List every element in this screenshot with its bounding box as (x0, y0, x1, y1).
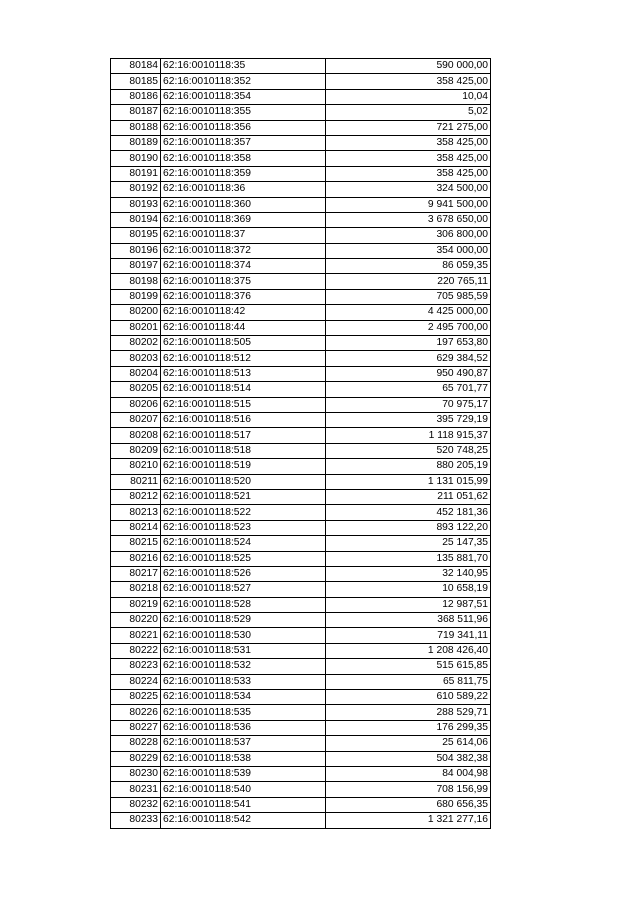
row-number-cell: 80207 (111, 412, 161, 427)
table-row (111, 551, 491, 566)
cadastral-number-cell: 62:16:0010118:532 (161, 659, 326, 674)
table-row (111, 705, 491, 720)
table-row (111, 59, 491, 74)
row-number-cell: 80199 (111, 289, 161, 304)
cadastral-number-cell: 62:16:0010118:44 (161, 320, 326, 335)
row-number-cell: 80225 (111, 690, 161, 705)
cadastral-value-cell: 721 275,00 (326, 120, 491, 135)
cadastral-number-cell: 62:16:0010118:357 (161, 135, 326, 150)
cadastral-value-cell: 2 495 700,00 (326, 320, 491, 335)
cadastral-value-cell: 12 987,51 (326, 597, 491, 612)
table-row (111, 505, 491, 520)
row-number-cell: 80221 (111, 628, 161, 643)
table-row (111, 459, 491, 474)
cadastral-value-cell: 358 425,00 (326, 151, 491, 166)
cadastral-number-cell: 62:16:0010118:524 (161, 536, 326, 551)
row-number-cell: 80230 (111, 766, 161, 781)
cadastral-number-cell: 62:16:0010118:528 (161, 597, 326, 612)
table-row (111, 582, 491, 597)
row-number-cell: 80200 (111, 305, 161, 320)
cadastral-number-cell: 62:16:0010118:514 (161, 382, 326, 397)
cadastral-number-cell: 62:16:0010118:538 (161, 751, 326, 766)
row-number-cell: 80213 (111, 505, 161, 520)
row-number-cell: 80187 (111, 105, 161, 120)
table-row (111, 782, 491, 797)
cadastral-value-cell: 32 140,95 (326, 566, 491, 581)
cadastral-value-cell: 25 147,35 (326, 536, 491, 551)
cadastral-value-cell: 70 975,17 (326, 397, 491, 412)
cadastral-number-cell: 62:16:0010118:513 (161, 366, 326, 381)
cadastral-value-cell: 1 131 015,99 (326, 474, 491, 489)
row-number-cell: 80208 (111, 428, 161, 443)
cadastral-value-cell: 520 748,25 (326, 443, 491, 458)
cadastral-number-cell: 62:16:0010118:537 (161, 736, 326, 751)
cadastral-number-cell: 62:16:0010118:374 (161, 259, 326, 274)
row-number-cell: 80220 (111, 613, 161, 628)
cadastral-value-cell: 176 299,35 (326, 720, 491, 735)
table-row (111, 259, 491, 274)
row-number-cell: 80209 (111, 443, 161, 458)
row-number-cell: 80204 (111, 366, 161, 381)
cadastral-value-cell: 629 384,52 (326, 351, 491, 366)
table-row (111, 382, 491, 397)
table-row (111, 366, 491, 381)
cadastral-value-cell: 358 425,00 (326, 135, 491, 150)
row-number-cell: 80192 (111, 182, 161, 197)
row-number-cell: 80197 (111, 259, 161, 274)
cadastral-value-cell: 893 122,20 (326, 520, 491, 535)
row-number-cell: 80190 (111, 151, 161, 166)
cadastral-number-cell: 62:16:0010118:355 (161, 105, 326, 120)
table-row (111, 690, 491, 705)
cadastral-number-cell: 62:16:0010118:519 (161, 459, 326, 474)
row-number-cell: 80198 (111, 274, 161, 289)
row-number-cell: 80195 (111, 228, 161, 243)
cadastral-number-cell: 62:16:0010118:517 (161, 428, 326, 443)
cadastral-value-cell: 324 500,00 (326, 182, 491, 197)
table-row (111, 443, 491, 458)
table-row (111, 474, 491, 489)
cadastral-number-cell: 62:16:0010118:542 (161, 813, 326, 828)
cadastral-value-cell: 10 658,19 (326, 582, 491, 597)
cadastral-value-table (110, 58, 491, 829)
row-number-cell: 80203 (111, 351, 161, 366)
cadastral-value-cell: 880 205,19 (326, 459, 491, 474)
cadastral-number-cell: 62:16:0010118:37 (161, 228, 326, 243)
cadastral-value-cell: 708 156,99 (326, 782, 491, 797)
row-number-cell: 80232 (111, 797, 161, 812)
table-row (111, 243, 491, 258)
table-row (111, 151, 491, 166)
table-row (111, 428, 491, 443)
row-number-cell: 80184 (111, 59, 161, 74)
cadastral-number-cell: 62:16:0010118:536 (161, 720, 326, 735)
cadastral-number-cell: 62:16:0010118:522 (161, 505, 326, 520)
cadastral-value-cell: 9 941 500,00 (326, 197, 491, 212)
row-number-cell: 80202 (111, 336, 161, 351)
table-row (111, 643, 491, 658)
cadastral-value-cell: 1 208 426,40 (326, 643, 491, 658)
row-number-cell: 80196 (111, 243, 161, 258)
row-number-cell: 80217 (111, 566, 161, 581)
table-row (111, 597, 491, 612)
cadastral-value-cell: 1 118 915,37 (326, 428, 491, 443)
cadastral-value-cell: 395 729,19 (326, 412, 491, 427)
cadastral-value-cell: 86 059,35 (326, 259, 491, 274)
cadastral-number-cell: 62:16:0010118:521 (161, 489, 326, 504)
cadastral-number-cell: 62:16:0010118:505 (161, 336, 326, 351)
row-number-cell: 80227 (111, 720, 161, 735)
row-number-cell: 80214 (111, 520, 161, 535)
cadastral-value-cell: 354 000,00 (326, 243, 491, 258)
row-number-cell: 80205 (111, 382, 161, 397)
cadastral-value-cell: 515 615,85 (326, 659, 491, 674)
cadastral-value-cell: 705 985,59 (326, 289, 491, 304)
row-number-cell: 80222 (111, 643, 161, 658)
table-row (111, 182, 491, 197)
cadastral-value-cell: 358 425,00 (326, 166, 491, 181)
cadastral-number-cell: 62:16:0010118:539 (161, 766, 326, 781)
row-number-cell: 80228 (111, 736, 161, 751)
row-number-cell: 80194 (111, 212, 161, 227)
cadastral-value-cell: 211 051,62 (326, 489, 491, 504)
table-row (111, 351, 491, 366)
cadastral-number-cell: 62:16:0010118:358 (161, 151, 326, 166)
cadastral-value-cell: 358 425,00 (326, 74, 491, 89)
table-row (111, 197, 491, 212)
table-row (111, 74, 491, 89)
cadastral-number-cell: 62:16:0010118:354 (161, 89, 326, 104)
table-row (111, 751, 491, 766)
cadastral-number-cell: 62:16:0010118:535 (161, 705, 326, 720)
row-number-cell: 80223 (111, 659, 161, 674)
row-number-cell: 80189 (111, 135, 161, 150)
row-number-cell: 80211 (111, 474, 161, 489)
cadastral-number-cell: 62:16:0010118:352 (161, 74, 326, 89)
cadastral-number-cell: 62:16:0010118:375 (161, 274, 326, 289)
table-row (111, 674, 491, 689)
table-row (111, 289, 491, 304)
table-body (111, 59, 491, 829)
row-number-cell: 80206 (111, 397, 161, 412)
table-row (111, 536, 491, 551)
cadastral-value-cell: 368 511,96 (326, 613, 491, 628)
row-number-cell: 80201 (111, 320, 161, 335)
table-row (111, 166, 491, 181)
cadastral-number-cell: 62:16:0010118:520 (161, 474, 326, 489)
row-number-cell: 80218 (111, 582, 161, 597)
table-row (111, 336, 491, 351)
cadastral-value-cell: 220 765,11 (326, 274, 491, 289)
table-row (111, 120, 491, 135)
cadastral-value-cell: 5,02 (326, 105, 491, 120)
cadastral-number-cell: 62:16:0010118:515 (161, 397, 326, 412)
cadastral-value-cell: 1 321 277,16 (326, 813, 491, 828)
table-row (111, 520, 491, 535)
cadastral-number-cell: 62:16:0010118:518 (161, 443, 326, 458)
cadastral-value-cell: 288 529,71 (326, 705, 491, 720)
cadastral-number-cell: 62:16:0010118:35 (161, 59, 326, 74)
row-number-cell: 80233 (111, 813, 161, 828)
table-row (111, 212, 491, 227)
cadastral-value-cell: 84 004,98 (326, 766, 491, 781)
row-number-cell: 80185 (111, 74, 161, 89)
cadastral-value-cell: 306 800,00 (326, 228, 491, 243)
table-row (111, 736, 491, 751)
row-number-cell: 80231 (111, 782, 161, 797)
cadastral-value-cell: 590 000,00 (326, 59, 491, 74)
cadastral-value-cell: 610 589,22 (326, 690, 491, 705)
cadastral-number-cell: 62:16:0010118:541 (161, 797, 326, 812)
row-number-cell: 80188 (111, 120, 161, 135)
cadastral-number-cell: 62:16:0010118:523 (161, 520, 326, 535)
row-number-cell: 80186 (111, 89, 161, 104)
table-row (111, 797, 491, 812)
cadastral-value-cell: 65 811,75 (326, 674, 491, 689)
cadastral-value-cell: 135 881,70 (326, 551, 491, 566)
cadastral-value-cell: 3 678 650,00 (326, 212, 491, 227)
cadastral-number-cell: 62:16:0010118:360 (161, 197, 326, 212)
table-row (111, 89, 491, 104)
table-row (111, 720, 491, 735)
row-number-cell: 80229 (111, 751, 161, 766)
cadastral-value-cell: 197 653,80 (326, 336, 491, 351)
row-number-cell: 80191 (111, 166, 161, 181)
cadastral-value-cell: 504 382,38 (326, 751, 491, 766)
cadastral-value-cell: 10,04 (326, 89, 491, 104)
cadastral-number-cell: 62:16:0010118:359 (161, 166, 326, 181)
row-number-cell: 80224 (111, 674, 161, 689)
table-row (111, 628, 491, 643)
table-row (111, 566, 491, 581)
cadastral-number-cell: 62:16:0010118:529 (161, 613, 326, 628)
table-row (111, 105, 491, 120)
table-row (111, 320, 491, 335)
cadastral-number-cell: 62:16:0010118:42 (161, 305, 326, 320)
cadastral-number-cell: 62:16:0010118:369 (161, 212, 326, 227)
cadastral-number-cell: 62:16:0010118:516 (161, 412, 326, 427)
table-row (111, 397, 491, 412)
cadastral-value-cell: 680 656,35 (326, 797, 491, 812)
row-number-cell: 80210 (111, 459, 161, 474)
table-row (111, 274, 491, 289)
cadastral-number-cell: 62:16:0010118:512 (161, 351, 326, 366)
cadastral-number-cell: 62:16:0010118:525 (161, 551, 326, 566)
cadastral-value-cell: 65 701,77 (326, 382, 491, 397)
cadastral-value-cell: 719 341,11 (326, 628, 491, 643)
cadastral-value-cell: 25 614,06 (326, 736, 491, 751)
table-row (111, 613, 491, 628)
cadastral-value-cell: 452 181,36 (326, 505, 491, 520)
row-number-cell: 80215 (111, 536, 161, 551)
row-number-cell: 80216 (111, 551, 161, 566)
cadastral-number-cell: 62:16:0010118:533 (161, 674, 326, 689)
cadastral-number-cell: 62:16:0010118:540 (161, 782, 326, 797)
cadastral-number-cell: 62:16:0010118:534 (161, 690, 326, 705)
cadastral-number-cell: 62:16:0010118:36 (161, 182, 326, 197)
table-row (111, 305, 491, 320)
cadastral-number-cell: 62:16:0010118:531 (161, 643, 326, 658)
table-row (111, 412, 491, 427)
cadastral-number-cell: 62:16:0010118:376 (161, 289, 326, 304)
table-row (111, 135, 491, 150)
table-row (111, 813, 491, 828)
cadastral-value-cell: 4 425 000,00 (326, 305, 491, 320)
cadastral-number-cell: 62:16:0010118:356 (161, 120, 326, 135)
cadastral-value-cell: 950 490,87 (326, 366, 491, 381)
table-row (111, 766, 491, 781)
table-row (111, 659, 491, 674)
row-number-cell: 80219 (111, 597, 161, 612)
row-number-cell: 80193 (111, 197, 161, 212)
row-number-cell: 80212 (111, 489, 161, 504)
table-row (111, 489, 491, 504)
row-number-cell: 80226 (111, 705, 161, 720)
cadastral-number-cell: 62:16:0010118:526 (161, 566, 326, 581)
table-row (111, 228, 491, 243)
cadastral-number-cell: 62:16:0010118:372 (161, 243, 326, 258)
cadastral-number-cell: 62:16:0010118:527 (161, 582, 326, 597)
cadastral-number-cell: 62:16:0010118:530 (161, 628, 326, 643)
